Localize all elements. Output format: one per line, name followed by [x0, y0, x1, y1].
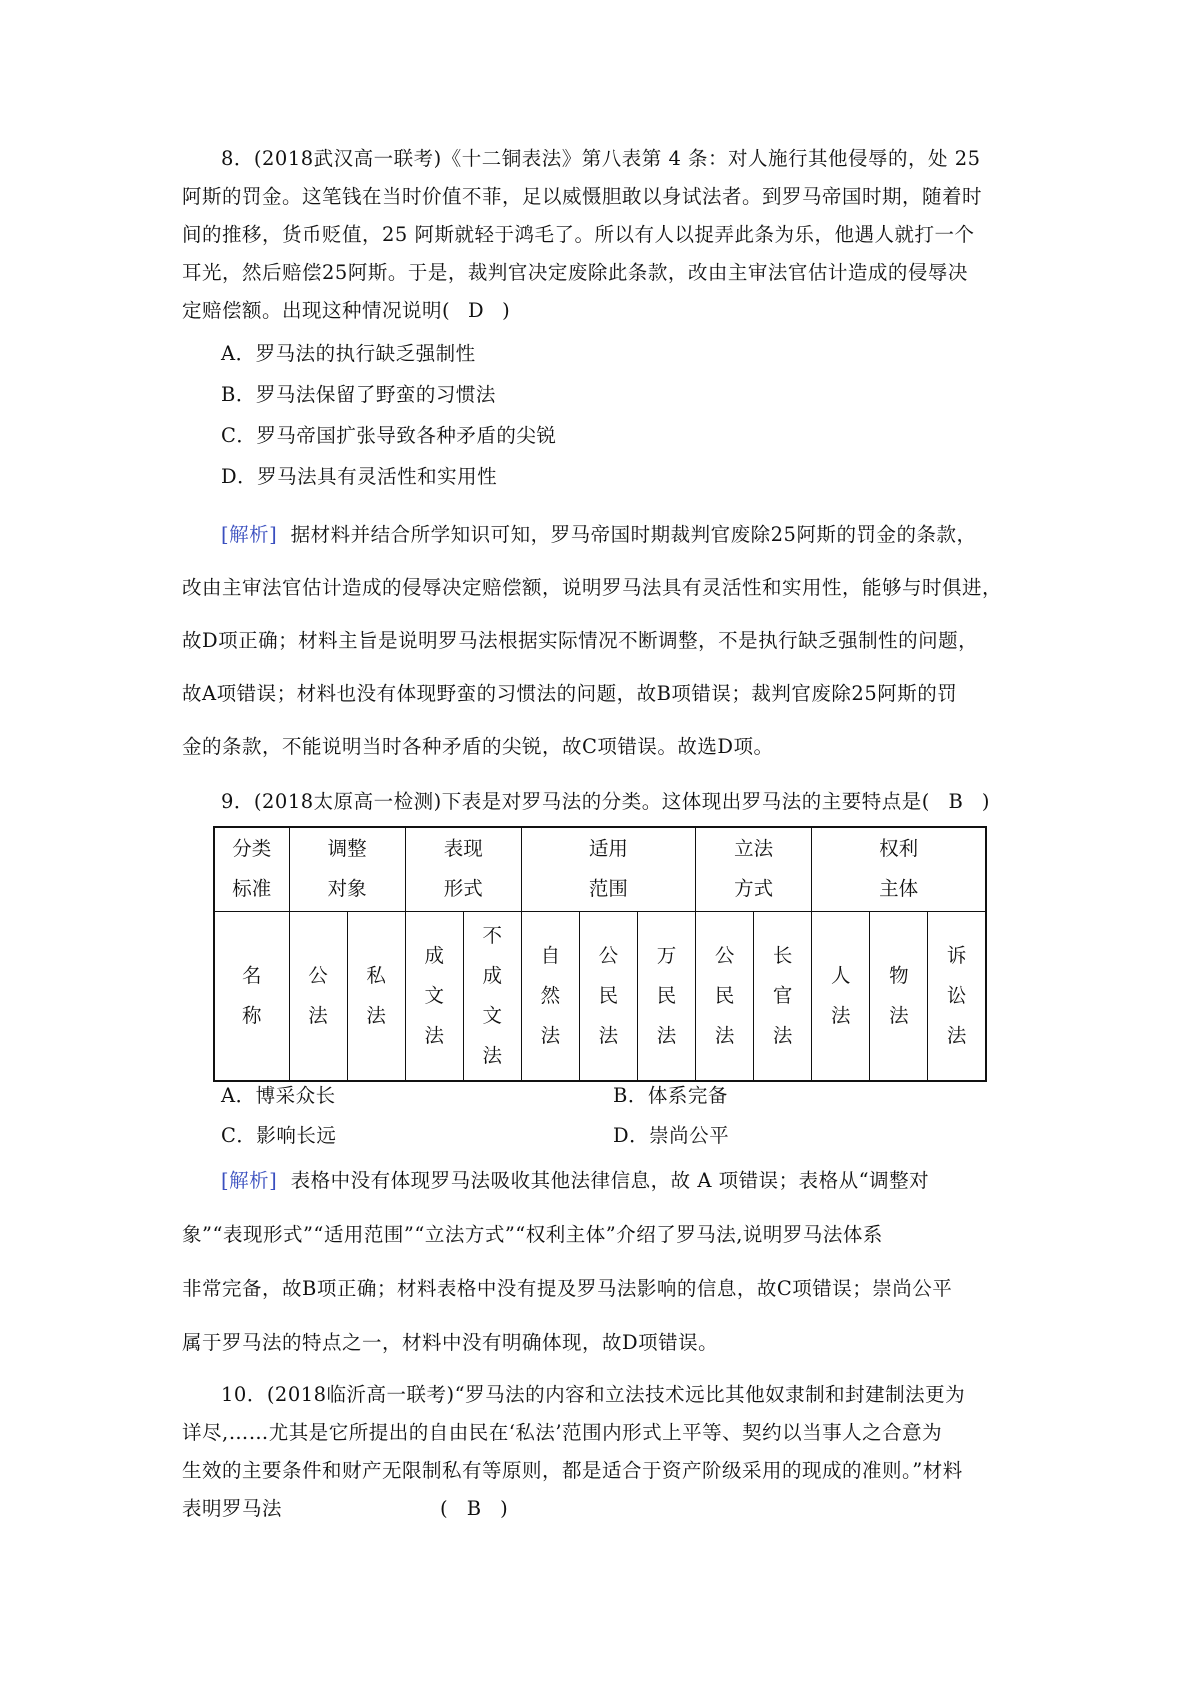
- q8-analysis-line-3: 故D项正确；材料主旨是说明罗马法根据实际情况不断调整，不是执行缺乏强制性的问题，: [182, 629, 979, 652]
- q10-line-1: 10．(2018临沂高一联考)“罗马法的内容和立法技术远比其他奴隶制和封建制法更为: [221, 1383, 966, 1406]
- cell-law-of-persons: 人 法: [812, 911, 870, 1081]
- q8-line-2: 阿斯的罚金。这笔钱在当时价值不菲，足以威慑胆敢以身试法者。到罗马帝国时期，随着时: [182, 185, 983, 208]
- cell-law-of-things: 物 法: [870, 911, 928, 1081]
- cell-procedural-law: 诉 讼 法: [928, 911, 986, 1081]
- header-cell-right-subject: 权利 主体: [812, 827, 986, 911]
- header-cell-form: 表现 形式: [405, 827, 521, 911]
- q10-answer-bracket: [440, 1496, 508, 1522]
- cell-written-law: 成 文 法: [405, 911, 463, 1081]
- cell-citizen-law-2: 公 民 法: [696, 911, 754, 1081]
- cell-private-law: 私 法: [347, 911, 405, 1081]
- q9-analysis-line-3: 非常完备，故B项正确；材料表格中没有提及罗马法影响的信息，故C项错误；崇尚公平: [182, 1277, 953, 1300]
- q10-line-2: 详尽,……尤其是它所提出的自由民在‘私法’范围内形式上平等、契约以当事人之合意为: [182, 1421, 943, 1444]
- cell-public-law: 公 法: [289, 911, 347, 1081]
- q8-option-a: A．罗马法的执行缺乏强制性: [221, 342, 476, 365]
- q8-line-4: 耳光，然后赔偿25阿斯。于是，裁判官决定废除此条款，改由主审法官估计造成的侵辱决: [182, 261, 968, 284]
- q8-analysis-line-2: 改由主审法官估计造成的侵辱决定赔偿额，说明罗马法具有灵活性和实用性，能够与时俱进，: [182, 576, 1003, 599]
- q9-analysis-line-1: [221, 1168, 929, 1194]
- table-row: [214, 911, 986, 1081]
- q8-analysis-label: [解析]: [221, 523, 278, 546]
- q10-open-paren: (: [440, 1497, 449, 1520]
- q9-answer: B: [948, 790, 964, 813]
- q8-line-1: 8．(2018武汉高一联考)《十二铜表法》第八表第 4 条：对人施行其他侵辱的，处 25: [221, 147, 981, 170]
- q10-answer: B: [466, 1497, 482, 1520]
- q8-analysis-line-4: 故A项错误；材料也没有体现野蛮的习惯法的问题，故B项错误；裁判官废除25阿斯的罚: [182, 682, 958, 705]
- q8-option-d: D．罗马法具有灵活性和实用性: [221, 465, 498, 488]
- q9-analysis-line-4: 属于罗马法的特点之一，材料中没有明确体现，故D项错误。: [182, 1331, 719, 1354]
- q9-analysis-line-2: 象”“表现形式”“适用范围”“立法方式”“权利主体”介绍了罗马法,说明罗马法体系: [182, 1223, 883, 1246]
- q9-option-a: A．博采众长: [221, 1084, 336, 1107]
- q8-analysis-line-1: [221, 522, 976, 548]
- q8-line-3: 间的推移，货币贬值，25 阿斯就轻于鸿毛了。所以有人以捉弄此条为乐，他遇人就打一个: [182, 223, 975, 246]
- q8-line-5: [182, 298, 510, 324]
- roman-law-classification-table: [213, 826, 987, 1082]
- q9-option-c: C．影响长远: [221, 1124, 337, 1147]
- q9-analysis-label: [解析]: [221, 1169, 278, 1192]
- q10-close-paren: ): [500, 1497, 509, 1520]
- q8-close-paren: ): [502, 299, 511, 322]
- header-cell-classification: 分类 标准: [214, 827, 289, 911]
- q9-close-paren: ): [981, 790, 990, 813]
- q8-answer: D: [468, 299, 485, 322]
- cell-citizen-law: 公 民 法: [579, 911, 637, 1081]
- name-cell: 名 称: [214, 911, 289, 1081]
- header-cell-scope: 适用 范围: [521, 827, 695, 911]
- cell-law-of-nations: 万 民 法: [637, 911, 695, 1081]
- q9-option-b: B．体系完备: [613, 1084, 728, 1107]
- cell-natural-law: 自 然 法: [521, 911, 579, 1081]
- q9-analysis-text-1: 表格中没有体现罗马法吸收其他法律信息，故 A 项错误；表格从“调整对: [290, 1169, 930, 1192]
- q9-stem: [221, 789, 990, 815]
- q10-line-4: 表明罗马法: [182, 1497, 283, 1520]
- header-cell-legislation: 立法 方式: [696, 827, 812, 911]
- cell-magistrate-law: 长 官 法: [754, 911, 812, 1081]
- q8-option-c: C．罗马帝国扩张导致各种矛盾的尖锐: [221, 424, 557, 447]
- q8-stem-end: 定赔偿额。出现这种情况说明(: [182, 299, 451, 322]
- q10-line-3: 生效的主要条件和财产无限制私有等原则，都是适合于资产阶级采用的现成的准则。”材料: [182, 1459, 963, 1482]
- header-cell-adjust-object: 调整 对象: [289, 827, 405, 911]
- cell-unwritten-law: 不 成 文 法: [463, 911, 521, 1081]
- table-header-row: [214, 827, 986, 911]
- q9-stem-text: 9．(2018太原高一检测)下表是对罗马法的分类。这体现出罗马法的主要特点是(: [221, 790, 930, 813]
- q8-analysis-text-1: 据材料并结合所学知识可知，罗马帝国时期裁判官废除25阿斯的罚金的条款，: [290, 523, 977, 546]
- q8-analysis-line-5: 金的条款，不能说明当时各种矛盾的尖锐，故C项错误。故选D项。: [182, 735, 774, 758]
- q9-option-d: D．崇尚公平: [613, 1124, 730, 1147]
- q8-option-b: B．罗马法保留了野蛮的习惯法: [221, 383, 496, 406]
